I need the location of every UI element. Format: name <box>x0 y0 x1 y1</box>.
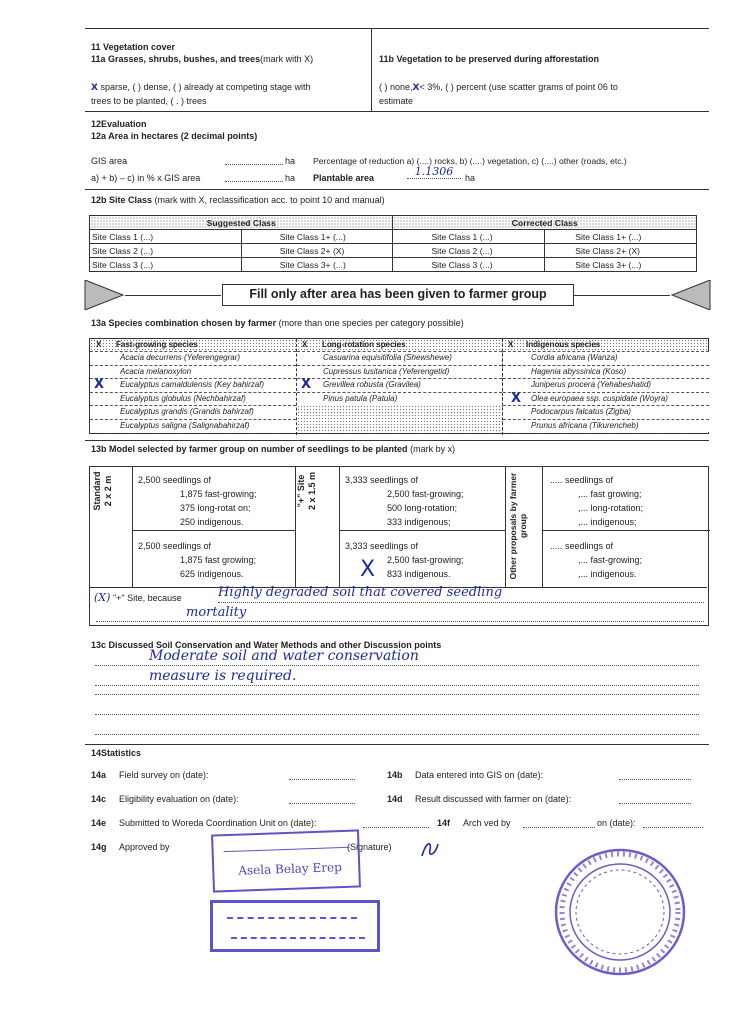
banner-right-line <box>574 295 670 296</box>
plus-site-label: "+" Site 2 x 1.5 m <box>296 471 317 511</box>
s13b-rule <box>85 440 709 441</box>
s11a-line1: X sparse, ( ) dense, ( ) already at competing stage with <box>91 82 311 93</box>
species-mark[interactable]: X <box>301 377 312 392</box>
plus-option-a[interactable]: 3,333 seedlings of 2,500 fast-growing; 500 long-rotation; 333 indigenous; <box>345 475 464 527</box>
round-seal-icon <box>552 844 692 980</box>
species-row: Juniperus procera (Yehabeshatid) <box>503 378 709 392</box>
site-class-cell[interactable]: Site Class 3 (...) <box>90 258 242 272</box>
banner-left-arrow <box>83 280 125 310</box>
species-row: Prunus africana (Tikurencheb) <box>503 419 709 433</box>
submitted-date[interactable] <box>363 827 429 828</box>
s11b-line2: estimate <box>379 96 414 106</box>
s11b-line1: ( ) none,X< 3%, ( ) percent (use scatter grams of point 06 to <box>379 82 618 93</box>
section-11-divider <box>371 28 372 112</box>
model-div <box>542 467 543 587</box>
s13c-hand-line2[interactable]: measure is required. <box>95 668 699 686</box>
because-hand-line2[interactable]: mortality <box>96 605 704 622</box>
site-class-cell[interactable]: Site Class 1+ (...) <box>545 230 697 244</box>
species-mark[interactable]: X <box>94 377 105 392</box>
s12a-title: 12a Area in hectares (2 decimal points) <box>91 131 258 141</box>
site-class-cell[interactable]: Site Class 3+ (...) <box>545 258 697 272</box>
fast-x-header: X <box>96 340 102 349</box>
long-header: Long-rotation species <box>322 340 406 349</box>
other-proposals-label: Other proposals by farmer group <box>508 472 528 580</box>
species-row: Casuarina equisitifolia (Shewshewe) <box>297 351 502 365</box>
s12b-rule <box>85 189 709 190</box>
s11a-heading: 11a Grasses, shrubs, bushes, and trees(mark with X) <box>91 54 314 64</box>
ind-header: Indigenous species <box>526 340 601 349</box>
plus-option-b[interactable]: 3,333 seedlings of 2,500 fast-growing; 833 indigenous. <box>345 541 464 579</box>
stamp-line <box>227 917 357 919</box>
calc-area-field <box>225 181 283 182</box>
species-row: X Olea europaea ssp. cuspidate (Woyra) <box>503 392 709 406</box>
stamp-line <box>231 937 365 939</box>
section-11 <box>85 28 709 112</box>
model-div <box>339 467 340 587</box>
fast-list <box>90 351 296 432</box>
species-row: Cupressus lusitanica (Yeferengetid) <box>297 365 502 379</box>
banner-right-arrow <box>670 280 712 310</box>
std-option-b[interactable]: 2,500 seedlings of 1,875 fast growing; 625 indigenous. <box>138 541 257 579</box>
species-row: Eucalyptus grandis (Grandis bahirzaf) <box>90 405 296 419</box>
plantable-value: 1.1306 <box>407 165 461 179</box>
approval-stamp <box>211 829 361 892</box>
s13c-hand-line1[interactable]: Moderate soil and water conservation <box>95 648 699 666</box>
eligibility-date[interactable] <box>289 803 355 804</box>
archived-date[interactable] <box>643 827 703 828</box>
s13a-heading: 13a Species combination chosen by farmer (more than one species per category possible) <box>91 318 464 328</box>
long-list <box>297 351 502 405</box>
s11b-mark: X <box>412 83 420 93</box>
s13c-title: 13c Discussed Soil Conservation and Water Methods and other Discussion points <box>91 640 442 650</box>
archived-by[interactable] <box>523 827 595 828</box>
signature-scribble-icon <box>418 836 440 862</box>
site-class-row <box>90 230 697 244</box>
species-table <box>89 338 709 434</box>
s13c-line[interactable] <box>95 694 699 695</box>
calc-area-label: a) + b) – c) in % x GIS area <box>91 173 201 183</box>
s13c-line[interactable] <box>95 734 699 735</box>
calc-area-unit: ha <box>285 173 296 183</box>
model-div <box>132 467 133 587</box>
other-option-b[interactable]: ..... seedlings of ,... fast-growing; ,... indigenous. <box>550 541 643 579</box>
site-class-cell[interactable]: Site Class 1 (...) <box>90 230 242 244</box>
model-hdiv <box>339 530 505 531</box>
species-row: Eucalyptus saligna (Salignabahirzaf) <box>90 419 296 433</box>
plantable-unit: ha <box>465 173 476 183</box>
site-class-header <box>90 216 697 230</box>
site-class-cell[interactable]: Site Class 3+ (...) <box>241 258 393 272</box>
site-class-row <box>90 258 697 272</box>
s13c-line[interactable] <box>95 714 699 715</box>
site-class-table <box>89 215 697 272</box>
site-class-cell[interactable]: Site Class 1+ (...) <box>241 230 393 244</box>
species-row: Podocarpus falcatus (Zigba) <box>503 405 709 419</box>
banner-text: Fill only after area has been given to farmer group <box>222 284 574 306</box>
ind-list <box>503 351 709 432</box>
species-row: Cordia africana (Wanza) <box>503 351 709 365</box>
site-class-cell[interactable]: Site Class 1 (...) <box>393 230 545 244</box>
species-row: X Grevillea robusta (Gravilea) <box>297 378 502 392</box>
stamp-name: Asela Belay Erep <box>238 860 343 878</box>
site-class-row <box>90 244 697 258</box>
std-option-a[interactable]: 2,500 seedlings of 1,875 fast-growing; 375 long-rotat on; 250 indigenous. <box>138 475 257 527</box>
long-x-header: X <box>302 340 308 349</box>
s12-title: 12Evaluation <box>91 119 147 129</box>
plus-option-b-mark: X <box>360 557 376 582</box>
gis-area-label: GIS area <box>91 156 128 166</box>
species-row: X Eucalyptus camaldulensis (Key bahirzaf) <box>90 378 296 392</box>
model-div <box>505 467 506 587</box>
banner-left-line <box>125 295 221 296</box>
standard-label: Standard 2 x 2 m <box>92 471 113 511</box>
site-class-cell[interactable]: Site Class 3 (...) <box>393 258 545 272</box>
fast-header: Fast-growing species <box>116 340 198 349</box>
corrected-class-header: Corrected Class <box>393 216 697 230</box>
s13b-heading: 13b Model selected by farmer group on number of seedlings to be planted (mark by x) <box>91 444 456 454</box>
s14-rule <box>85 744 709 745</box>
s12b-heading: 12b Site Class (mark with X, reclassification acc. to point 10 and manual) <box>91 195 385 205</box>
site-class-cell[interactable]: Site Class 2 (...) <box>90 244 242 258</box>
plantable-label: Plantable area <box>313 173 375 183</box>
species-row: Eucalyptus globulus (Nechbahirzaf) <box>90 392 296 406</box>
discussed-date[interactable] <box>619 803 691 804</box>
gis-area-field <box>225 164 283 165</box>
model-hdiv <box>542 530 710 531</box>
gis-entry-date[interactable] <box>619 779 691 780</box>
species-row: Acacia decurrens (Yeferengegrar) <box>90 351 296 365</box>
reduction-text: Percentage of reduction a) (....) rocks, b) (....) vegetation, c) (....) other (roads, etc.) <box>313 156 627 166</box>
because-label: (X) "+" Site, because <box>94 591 182 604</box>
office-stamp <box>210 900 380 952</box>
species-mark[interactable]: X <box>511 390 522 406</box>
s14-title: 14Statistics <box>91 748 142 758</box>
s11b-heading: 11b Vegetation to be preserved during afforestation <box>379 54 600 64</box>
suggested-class-header: Suggested Class <box>90 216 393 230</box>
species-row: Acacia melanoxylon <box>90 365 296 379</box>
ind-x-header: X <box>508 340 514 349</box>
stamp-line <box>223 838 349 852</box>
s11a-line2: trees to be planted, ( . ) trees <box>91 96 207 106</box>
species-row: Hagenia abyssinica (Koso) <box>503 365 709 379</box>
s11-title: 11 Vegetation cover <box>91 42 176 52</box>
site-class-cell[interactable]: Site Class 2+ (X) <box>545 244 697 258</box>
model-box <box>89 466 709 626</box>
banner <box>85 280 709 310</box>
site-class-cell[interactable]: Site Class 2 (...) <box>393 244 545 258</box>
species-row: Pinus patula (Patula) <box>297 392 502 406</box>
s11a-mark: X <box>91 83 98 93</box>
field-survey-date[interactable] <box>289 779 355 780</box>
because-hand-line1[interactable]: Highly degraded soil that covered seedling <box>218 585 704 603</box>
other-option-a[interactable]: ..... seedlings of ,... fast growing; ,... long-rotation; ,... indigenous; <box>550 475 644 527</box>
site-class-cell[interactable]: Site Class 2+ (X) <box>241 244 393 258</box>
model-hdiv <box>132 530 295 531</box>
gis-area-unit: ha <box>285 156 296 166</box>
